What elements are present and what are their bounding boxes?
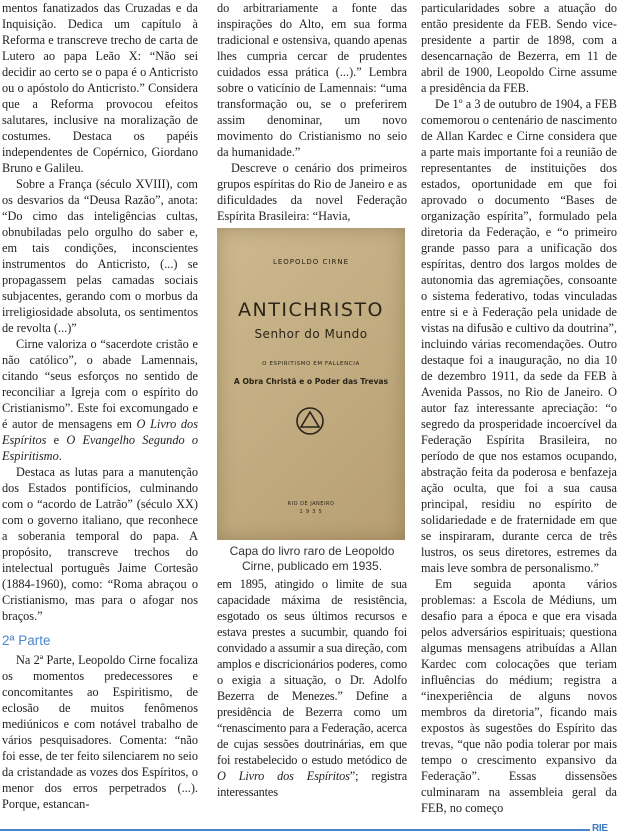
text-run: ”; registra interessantes [217, 769, 407, 799]
cover-subtitle: Senhor do Mundo [254, 327, 368, 341]
paragraph: Sobre a França (século XVIII), com os desvarios da “Deusa Razão”, anota: “Do cimo das inteligências cultas, obnubiladas pelo orgulho do saber e, em tais condições, inconscientes instrumentos do Anticristo, (...) se propagassem pelas camadas sociais subjacentes, gerando com o morbus da irreligiosidade absoluta, os sentimentos de revolta (...)” [2, 177, 198, 335]
footer-rule [0, 829, 590, 831]
article-column-3 [421, 0, 617, 816]
paragraph: Na 2ª Parte, Leopoldo Cirne focaliza os momentos predecessores e concomitantes ao Espiritismo, de eclosão de muitos fenômenos mediúnicos e com notável trabalho de vários pesquisadores. Comenta: “não foi esse, de ter feito silenciarem no seio da cristandade as vozes dos Espíritos, o menor dos erros perpetrados (...). Porque, estancan- [2, 653, 198, 811]
cover-author: LEOPOLDO CIRNE [272, 258, 350, 266]
paragraph: Descreve o cenário dos primeiros grupos espíritas do Rio de Janeiro e as dificuldades da novel Federação Espírita Brasileira: “Havia, [217, 161, 407, 223]
triangle-emblem-icon [295, 406, 325, 436]
paragraph: do arbitrariamente a fonte das inspirações do Alto, em sua forma tradicional e ostensiva, quando apenas lhes cumpria cercar de prudentes cuidados essa prática (...).” Lembra sobre o vaticínio de Lamennais: “uma transformação ou, se o preferirem assim denominar, um novo movimento do Cristianismo no seio da humanidade.” [217, 1, 407, 159]
paragraph: mentos fanatizados das Cruzadas e da Inquisição. Dedica um capítulo à Reforma e transcreve trecho de carta de Lutero ao papa Leão X: “Não sei decidir ao certo se o papa é o Anticristo ou o apóstolo do Anticristo.” Considera que a Reforma provocou efeitos salutares, inclusive na moralização de costumes. Destaca os papéis independentes de Copérnico, Giordano Bruno e Galileu. [2, 1, 198, 175]
cover-tagline: O ESPIRITISMO EM FALLENCIA [262, 361, 360, 367]
cover-subsubtitle: A Obra Christã e o Poder das Trevas [233, 377, 389, 386]
paragraph: Em seguida aponta vários problemas: a Escola de Médiuns, um desafio para a época e que era visada pelos adversários espirituais; questiona algumas mensagens atribuídas a Allan Kardec com colocações que teriam influências do médium; registra a “inexperiência de alguns novos membros da diretoria”, ficando mais expostos às sugestões do Espírito das trevas, “que não podia tolerar por mais tempo o crescimento expansivo da Federação”. Essas dissensões culminaram na assembleia geral da FEB, no começo [421, 577, 617, 815]
article-column-1 [2, 0, 198, 812]
text-run: e [46, 433, 67, 447]
paragraph: particularidades sobre a atuação do então presidente da FEB. Sendo vice-presidente a partir de 1898, com a desencarnação de Bezerra, em 11 de abril de 1900, Leopoldo Cirne assume a presidência da FEB. [421, 1, 617, 95]
paragraph [217, 576, 407, 800]
text-run: Cirne valoriza o “sacerdote cristão e não católico”, o abade Lamennais, citando “seus esforços no sentido de reconciliar a Igreja com o espírito do Cristianismo”. Este foi excomungado e é autor de mensagens em [2, 337, 198, 431]
book-title: O Livro dos Espíritos [2, 417, 198, 447]
book-title: O Evangelho Segundo o Espiritismo [2, 433, 198, 463]
book-cover-image [217, 228, 405, 540]
cover-year: 1 9 3 5 [299, 509, 323, 515]
figure-caption: Capa do livro raro de Leopoldo Cirne, publicado em 1935. [229, 544, 395, 573]
cover-title: ANTICHRISTO [238, 299, 384, 321]
text-run: . [58, 449, 62, 463]
book-title: O Livro dos Espíritos [217, 769, 350, 783]
cover-city: RIO DE JANEIRO [287, 501, 335, 507]
magazine-logo: RIE [592, 823, 608, 834]
paragraph: De 1º a 3 de outubro de 1904, a FEB comemorou o centenário de nascimento de Allan Kardec e Cirne considera que a parte mais importante foi a reunião de representantes de instituições dos estados, oportunidade em que foi aprovado o documento “Bases de organização espírita”, formulado pela diretoria da Federação, e “o primeiro grande passo para a unificação dos espíritas, dentro dos largos moldes de autonomia das agremiações, consoante o sistema federativo, todas vinculadas entre si e à Federação pela unidade de vistas na difusão e cultivo da doutrina”, incluindo várias recomendações. Outro destaque foi a inauguração, no dia 10 de dezembro 1911, da sede da FEB à Avenida Passos, no Rio de Janeiro. O autor faz interessante apreciação: “o segredo da prosperidade incoercível da Federação Espírita Brasileira, no período de que nos estamos ocupando, abstração feita da poderosa e benfazeja ação oculta, que foi a sua causa principal, residiu no espírito de solidariedade e de fraternidade em que se inspiraram, durante cerca de três lustros, os seus diretores, estremes da mais leve sombra de personalismo.” [421, 97, 617, 575]
article-column-2 [217, 0, 407, 800]
section-heading: 2ª Parte [2, 633, 51, 648]
paragraph [2, 336, 198, 464]
paragraph: Destaca as lutas para a manutenção dos Estados pontifícios, culminando com o “acordo de Latrão” (século XX) com o governo italiano, que reconhece a soberania temporal do papa. A propósito, transcreve trechos do intelectual português Jaime Cortesão (1884-1960), como: “Roma abraçou o Cristianismo, mas para o afogar nos braços.” [2, 465, 198, 623]
book-cover-figure [217, 228, 407, 574]
text-run: em 1895, atingido o limite de sua capacidade máxima de resistência, esgotado os seus últimos recursos e estava prestes a sucumbir, quando foi convidado a assumir a sua direção, com amplos e discricionários poderes, como o exigia a situação, o Dr. Adolfo Bezerra de Menezes.” Define a presidência de Bezerra como um “renascimento para a Federação, acerca de cujas sessões doutrinárias, em que foi restabelecido o estudo metódico de [217, 577, 407, 767]
